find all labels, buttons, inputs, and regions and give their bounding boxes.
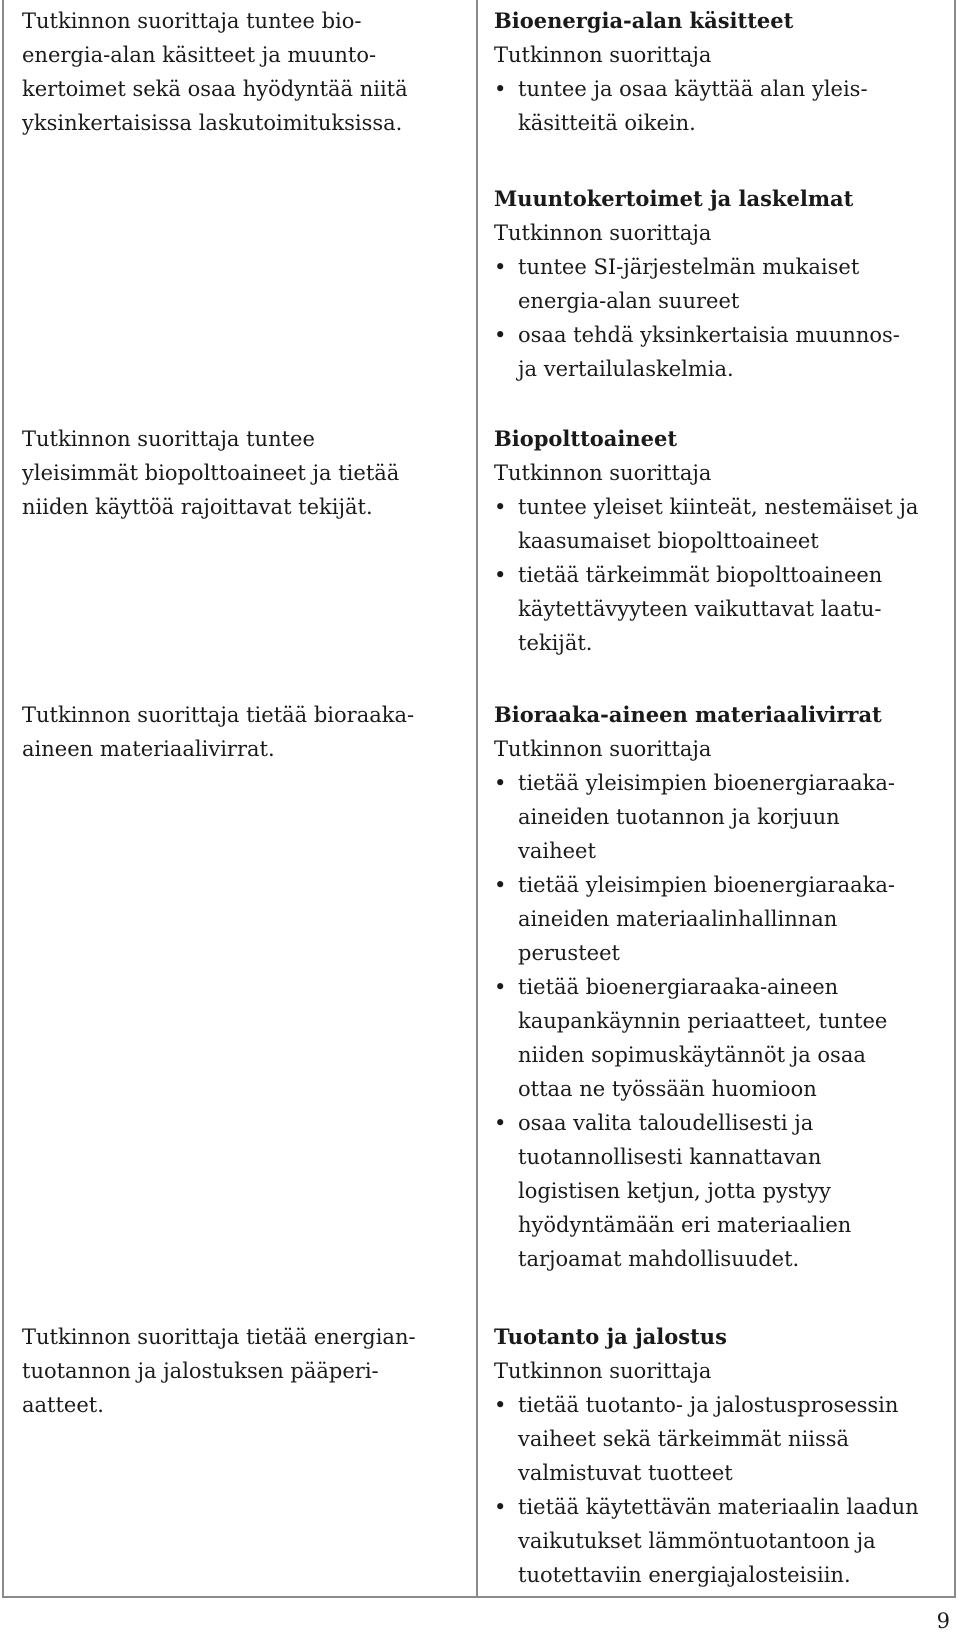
bullet-continuation: ottaa ne työssään huomioon (518, 1077, 817, 1101)
bullet-continuation: kaasumaiset biopolttoaineet (518, 529, 819, 553)
bullet-continuation: energia-alan suureet (518, 289, 740, 313)
bullet-continuation: käsitteitä oikein. (518, 111, 696, 135)
column-divider (476, 0, 478, 1596)
bullet-continuation: tuotannollisesti kannattavan (518, 1145, 822, 1169)
bullet-continuation: perusteet (518, 941, 620, 965)
section-subject: Tutkinnon suorittaja (494, 737, 712, 761)
page-number: 9 (936, 1609, 950, 1633)
text-line: Tutkinnon suorittaja tietää energian- (22, 1325, 416, 1349)
section-production (494, 1320, 919, 1592)
left-block-biofuels (22, 422, 399, 524)
bullet-item: • tietää yleisimpien bioenergiaraaka- (494, 766, 895, 800)
left-block-production (22, 1320, 416, 1422)
text-line: niiden käyttöä rajoittavat tekijät. (22, 495, 373, 519)
bullet-continuation: vaiheet sekä tärkeimmät niissä (518, 1427, 850, 1451)
bullet-item: • tuntee ja osaa käyttää alan yleis- (494, 72, 868, 106)
bullet-continuation: tarjoamat mahdollisuudet. (518, 1247, 800, 1271)
section-subject: Tutkinnon suorittaja (494, 221, 712, 245)
bullet-continuation: tuotettaviin energiajalosteisiin. (518, 1563, 851, 1587)
section-subject: Tutkinnon suorittaja (494, 1359, 712, 1383)
section-bioenergy-concepts (494, 4, 868, 140)
bullet-item: • tietää yleisimpien bioenergiaraaka- (494, 868, 895, 902)
bullet-icon: • (494, 1393, 507, 1417)
bullet-item: • tietää käytettävän materiaalin laadun (494, 1490, 919, 1524)
bullet-continuation: vaikutukset lämmöntuotantoon ja (518, 1529, 876, 1553)
section-heading: Tuotanto ja jalostus (494, 1324, 727, 1349)
text-line: kertoimet sekä osaa hyödyntää niitä (22, 77, 408, 101)
bullet-icon: • (494, 873, 507, 897)
bullet-continuation: käytettävyyteen vaikuttavat laatu- (518, 597, 882, 621)
text-line: yleisimmät biopolttoaineet ja tietää (22, 461, 400, 485)
section-subject: Tutkinnon suorittaja (494, 43, 712, 67)
text-line: aineen materiaalivirrat. (22, 737, 275, 761)
text-line: yksinkertaisissa laskutoimituksissa. (22, 111, 403, 135)
bullet-icon: • (494, 1495, 507, 1519)
bullet-icon: • (494, 563, 507, 587)
section-biofuels (494, 422, 918, 660)
section-material-flows (494, 698, 895, 1276)
text-line: Tutkinnon suorittaja tuntee (22, 427, 315, 451)
section-heading: Bioenergia-alan käsitteet (494, 8, 794, 33)
bullet-icon: • (494, 495, 507, 519)
section-heading: Bioraaka-aineen materiaalivirrat (494, 702, 882, 727)
bullet-continuation: aineiden tuotannon ja korjuun (518, 805, 840, 829)
bullet-continuation: kaupankäynnin periaatteet, tuntee (518, 1009, 888, 1033)
bullet-icon: • (494, 255, 507, 279)
bullet-continuation: valmistuvat tuotteet (518, 1461, 733, 1485)
bullet-item: • tuntee SI-järjestelmän mukaiset (494, 250, 900, 284)
section-heading: Muuntokertoimet ja laskelmat (494, 186, 854, 211)
text-line: energia-alan käsitteet ja muunto- (22, 43, 377, 67)
bullet-item: • osaa valita taloudellisesti ja (494, 1106, 895, 1140)
bullet-icon: • (494, 771, 507, 795)
section-subject: Tutkinnon suorittaja (494, 461, 712, 485)
text-line: aatteet. (22, 1393, 104, 1417)
bullet-icon: • (494, 975, 507, 999)
bullet-continuation: hyödyntämään eri materiaalien (518, 1213, 852, 1237)
bullet-icon: • (494, 1111, 507, 1135)
text-line: Tutkinnon suorittaja tuntee bio- (22, 9, 362, 33)
text-line: Tutkinnon suorittaja tietää bioraaka- (22, 703, 415, 727)
bullet-continuation: vaiheet (518, 839, 596, 863)
bullet-continuation: ja vertailulaskelmia. (518, 357, 734, 381)
left-block-concepts (22, 4, 408, 140)
left-block-material-flows (22, 698, 414, 766)
bullet-item: • osaa tehdä yksinkertaisia muunnos- (494, 318, 900, 352)
bullet-item: • tuntee yleiset kiinteät, nestemäiset ja (494, 490, 918, 524)
section-heading: Biopolttoaineet (494, 426, 678, 451)
text-line: tuotannon ja jalostuksen pääperi- (22, 1359, 379, 1383)
bullet-icon: • (494, 77, 507, 101)
section-conversion-factors (494, 182, 900, 386)
bullet-continuation: aineiden materiaalinhallinnan (518, 907, 838, 931)
bullet-continuation: tekijät. (518, 631, 593, 655)
bullet-continuation: logistisen ketjun, jotta pystyy (518, 1179, 831, 1203)
bullet-item: • tietää tuotanto- ja jalostusprosessin (494, 1388, 919, 1422)
bullet-item: • tietää tärkeimmät biopolttoaineen (494, 558, 918, 592)
bullet-item: • tietää bioenergiaraaka-aineen (494, 970, 895, 1004)
bullet-continuation: niiden sopimuskäytännöt ja osaa (518, 1043, 866, 1067)
bullet-icon: • (494, 323, 507, 347)
